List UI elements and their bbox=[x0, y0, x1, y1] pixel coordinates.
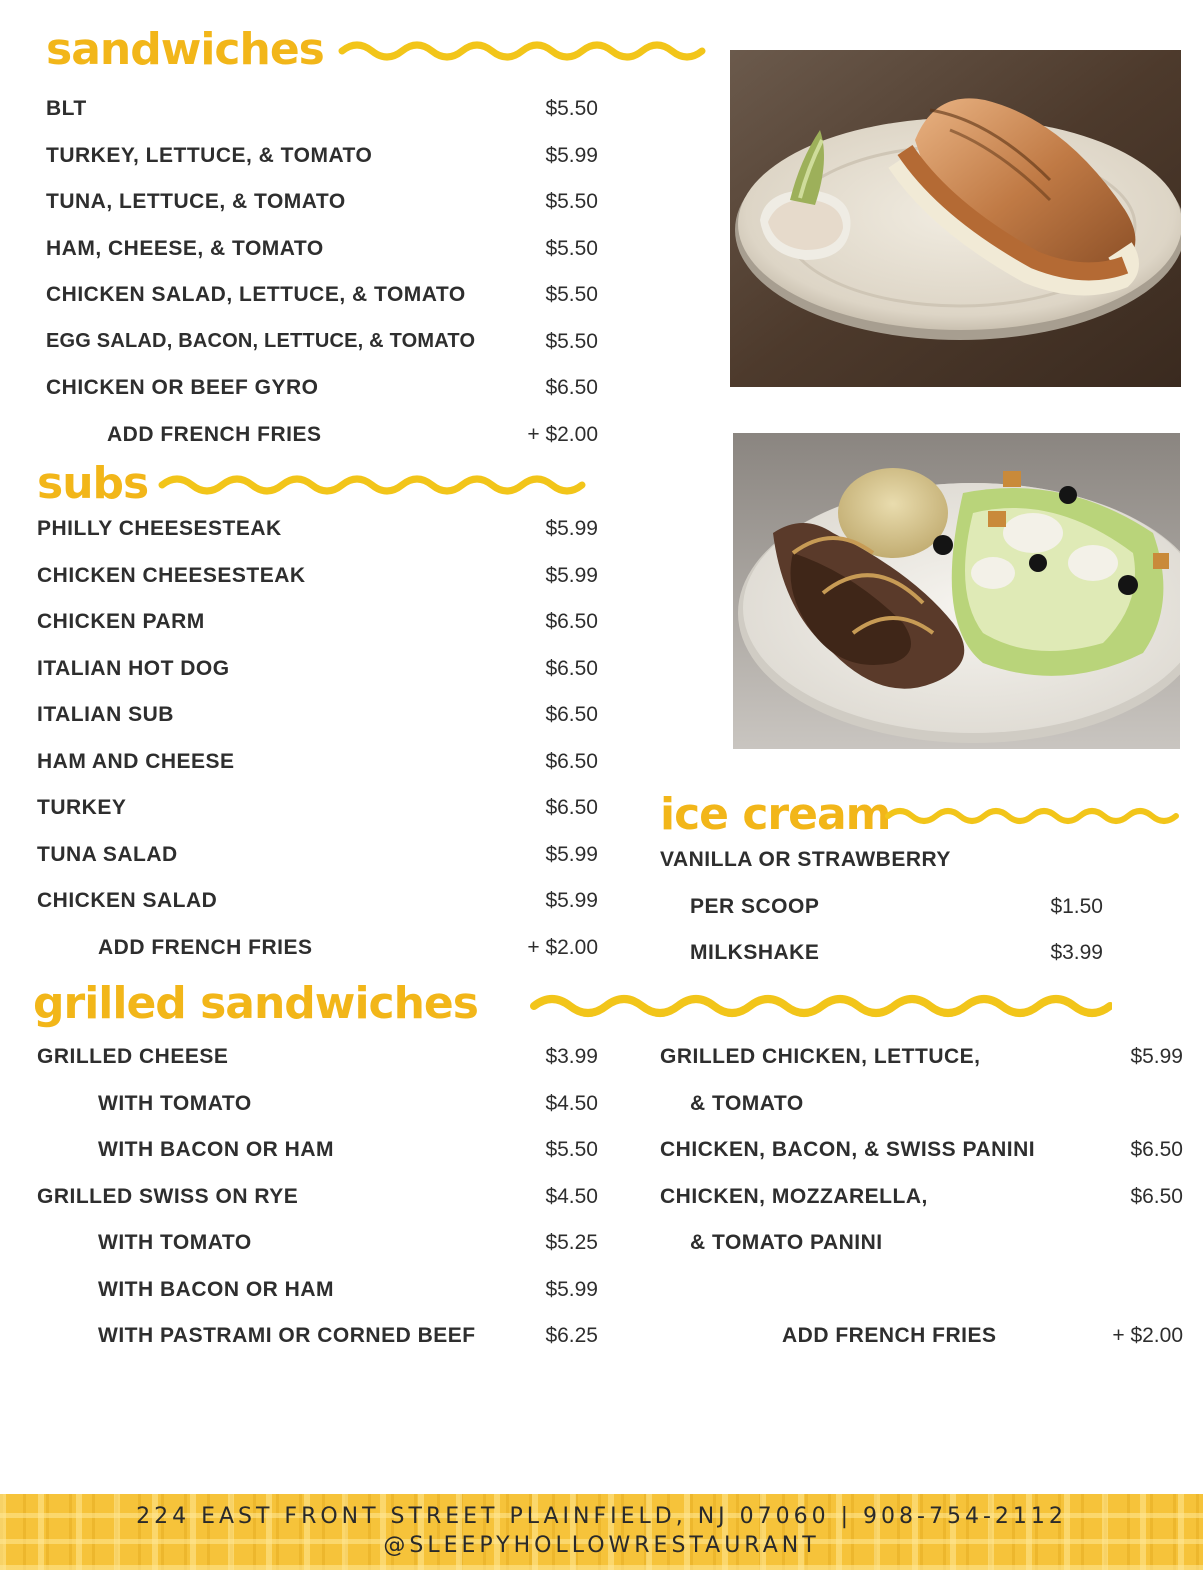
menu-item-price: $1.50 bbox=[1050, 895, 1103, 918]
menu-item-price: $6.50 bbox=[1130, 1138, 1183, 1161]
menu-item-name: ADD FRENCH FRIES bbox=[98, 936, 313, 959]
menu-item-name: CHICKEN OR BEEF GYRO bbox=[46, 376, 319, 399]
sandwiches-squiggle bbox=[338, 36, 710, 66]
menu-item-price: $5.99 bbox=[545, 564, 598, 587]
footer-address: 224 EAST FRONT STREET PLAINFIELD, NJ 07060 | 908-754-2112 bbox=[136, 1504, 1067, 1529]
menu-item-name: ADD FRENCH FRIES bbox=[107, 423, 322, 446]
menu-item-name: PER SCOOP bbox=[690, 895, 820, 918]
menu-item-name: TURKEY bbox=[37, 796, 127, 819]
menu-item-name: & TOMATO bbox=[690, 1092, 804, 1115]
menu-item-price: $5.50 bbox=[545, 237, 598, 260]
menu-item-price: + $2.00 bbox=[527, 423, 598, 446]
menu-item-name: CHICKEN CHEESESTEAK bbox=[37, 564, 306, 587]
ice-cream-squiggle bbox=[884, 802, 1184, 830]
ice-cream-flavor: VANILLA OR STRAWBERRY bbox=[660, 848, 951, 871]
menu-item-name: WITH TOMATO bbox=[98, 1092, 252, 1115]
footer-social-handle[interactable]: @SLEEPYHOLLOWRESTAURANT bbox=[383, 1533, 820, 1558]
menu-item-price: $4.50 bbox=[545, 1092, 598, 1115]
grilled-sandwiches-squiggle bbox=[530, 990, 1112, 1022]
menu-item-price: + $2.00 bbox=[527, 936, 598, 959]
menu-item-name: TURKEY, LETTUCE, & TOMATO bbox=[46, 144, 373, 167]
menu-item-name: CHICKEN, MOZZARELLA, bbox=[660, 1185, 928, 1208]
menu-item-name: CHICKEN, BACON, & SWISS PANINI bbox=[660, 1138, 1036, 1161]
menu-item-price: $3.99 bbox=[545, 1045, 598, 1068]
menu-item-price: $5.99 bbox=[545, 144, 598, 167]
grilled-sandwiches-heading: grilled sandwiches bbox=[33, 978, 478, 1029]
menu-item-price: $6.25 bbox=[545, 1324, 598, 1347]
menu-item-name: ITALIAN SUB bbox=[37, 703, 174, 726]
menu-item-name: WITH BACON OR HAM bbox=[98, 1278, 334, 1301]
menu-item-name: GRILLED CHEESE bbox=[37, 1045, 229, 1068]
menu-item-price: $6.50 bbox=[545, 703, 598, 726]
menu-item-name: BLT bbox=[46, 97, 87, 120]
menu-item-name: CHICKEN PARM bbox=[37, 610, 205, 633]
menu-item-price: $6.50 bbox=[545, 610, 598, 633]
menu-item-price: $5.50 bbox=[545, 283, 598, 306]
menu-item-name: CHICKEN SALAD, LETTUCE, & TOMATO bbox=[46, 283, 466, 306]
menu-item-price: $5.99 bbox=[545, 843, 598, 866]
menu-item-name: WITH BACON OR HAM bbox=[98, 1138, 334, 1161]
menu-item-name: PHILLY CHEESESTEAK bbox=[37, 517, 282, 540]
menu-item-name: TUNA SALAD bbox=[37, 843, 178, 866]
menu-item-price: $5.99 bbox=[545, 517, 598, 540]
footer-banner bbox=[0, 1494, 1203, 1570]
menu-item-price: $5.50 bbox=[545, 1138, 598, 1161]
menu-item-price: $6.50 bbox=[545, 796, 598, 819]
menu-item-price: $5.50 bbox=[545, 190, 598, 213]
menu-item-name: GRILLED CHICKEN, LETTUCE, bbox=[660, 1045, 981, 1068]
menu-item-name: & TOMATO PANINI bbox=[690, 1231, 883, 1254]
menu-item-name: TUNA, LETTUCE, & TOMATO bbox=[46, 190, 346, 213]
menu-item-price: $6.50 bbox=[545, 657, 598, 680]
menu-item-name: HAM AND CHEESE bbox=[37, 750, 235, 773]
menu-item-price: $6.50 bbox=[545, 376, 598, 399]
menu-item-name: ITALIAN HOT DOG bbox=[37, 657, 230, 680]
menu-item-price: $4.50 bbox=[545, 1185, 598, 1208]
sandwiches-heading: sandwiches bbox=[46, 24, 324, 75]
menu-item-price: $5.99 bbox=[1130, 1045, 1183, 1068]
menu-item-price: $6.50 bbox=[1130, 1185, 1183, 1208]
menu-item-name: CHICKEN SALAD bbox=[37, 889, 218, 912]
ice-cream-heading: ice cream bbox=[660, 789, 891, 840]
menu-item-price: $3.99 bbox=[1050, 941, 1103, 964]
menu-item-price: $5.50 bbox=[545, 97, 598, 120]
sandwich-plate-photo bbox=[730, 50, 1181, 387]
subs-squiggle bbox=[158, 470, 600, 500]
menu-item-name: EGG SALAD, BACON, LETTUCE, & TOMATO bbox=[46, 330, 476, 352]
menu-item-name: WITH PASTRAMI OR CORNED BEEF bbox=[98, 1324, 476, 1347]
steak-salad-plate-photo bbox=[733, 433, 1180, 749]
menu-item-price: $6.50 bbox=[545, 750, 598, 773]
menu-item-price: $5.99 bbox=[545, 1278, 598, 1301]
menu-item-price: $5.99 bbox=[545, 889, 598, 912]
menu-item-name: HAM, CHEESE, & TOMATO bbox=[46, 237, 324, 260]
menu-item-price: + $2.00 bbox=[1112, 1324, 1183, 1347]
menu-item-name: GRILLED SWISS ON RYE bbox=[37, 1185, 299, 1208]
menu-item-name: MILKSHAKE bbox=[690, 941, 820, 964]
subs-heading: subs bbox=[37, 458, 149, 509]
menu-item-price: $5.25 bbox=[545, 1231, 598, 1254]
menu-item-name: WITH TOMATO bbox=[98, 1231, 252, 1254]
menu-item-name: ADD FRENCH FRIES bbox=[782, 1324, 997, 1347]
menu-item-price: $5.50 bbox=[545, 330, 598, 353]
